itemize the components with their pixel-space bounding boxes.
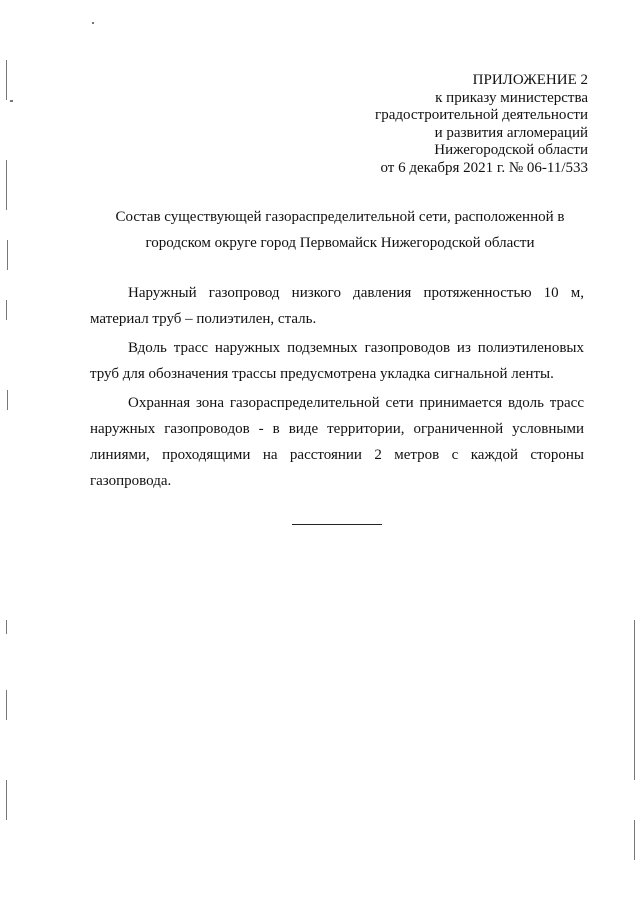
scan-artifact [6,60,7,100]
title-line-2: городском округе город Первомайск Нижегородской области [145,235,535,251]
scan-artifact [6,300,7,320]
appendix-date-number: от 6 декабря 2021 г. № 06-11/533 [380,159,588,176]
appendix-ministry-line: градостроительной деятельности [375,107,588,123]
paragraph-protection-zone: Охранная зона газораспределительной сети принимается вдоль трасс наружных газопроводов - в виде территории, ограниченной условными линиями, проходящими на расстоянии 2 метров с каждой стороны газопровода. [90,395,584,489]
scan-artifact [6,780,7,820]
paragraph-pipeline: Наружный газопровод низкого давления протяженностью 10 м, материал труб – полиэтилен, сталь. [90,285,584,327]
appendix-label: ПРИЛОЖЕНИЕ 2 [472,72,588,88]
scan-artifact [10,100,13,102]
scan-artifact [6,620,7,634]
appendix-order-ref: к приказу министерства [435,89,588,106]
paragraph-signal-tape: Вдоль трасс наружных подземных газопроводов из полиэтиленовых труб для обозначения трассы предусмотрена укладка сигнальной ленты. [90,340,584,382]
end-divider [292,524,382,525]
scan-artifact [7,390,8,410]
appendix-agglomeration-line: и развития агломераций [434,124,588,141]
scan-artifact [6,690,7,720]
scan-artifact [92,22,94,24]
scan-artifact [634,820,635,860]
appendix-region: Нижегородской области [434,142,588,158]
scan-artifact [634,620,635,780]
scan-artifact [6,160,7,210]
title-line-1: Состав существующей газораспределительной сети, расположенной в [115,209,565,225]
document-body [90,280,584,497]
document-title [90,204,590,256]
scan-artifact [7,240,8,270]
appendix-header [328,72,588,177]
